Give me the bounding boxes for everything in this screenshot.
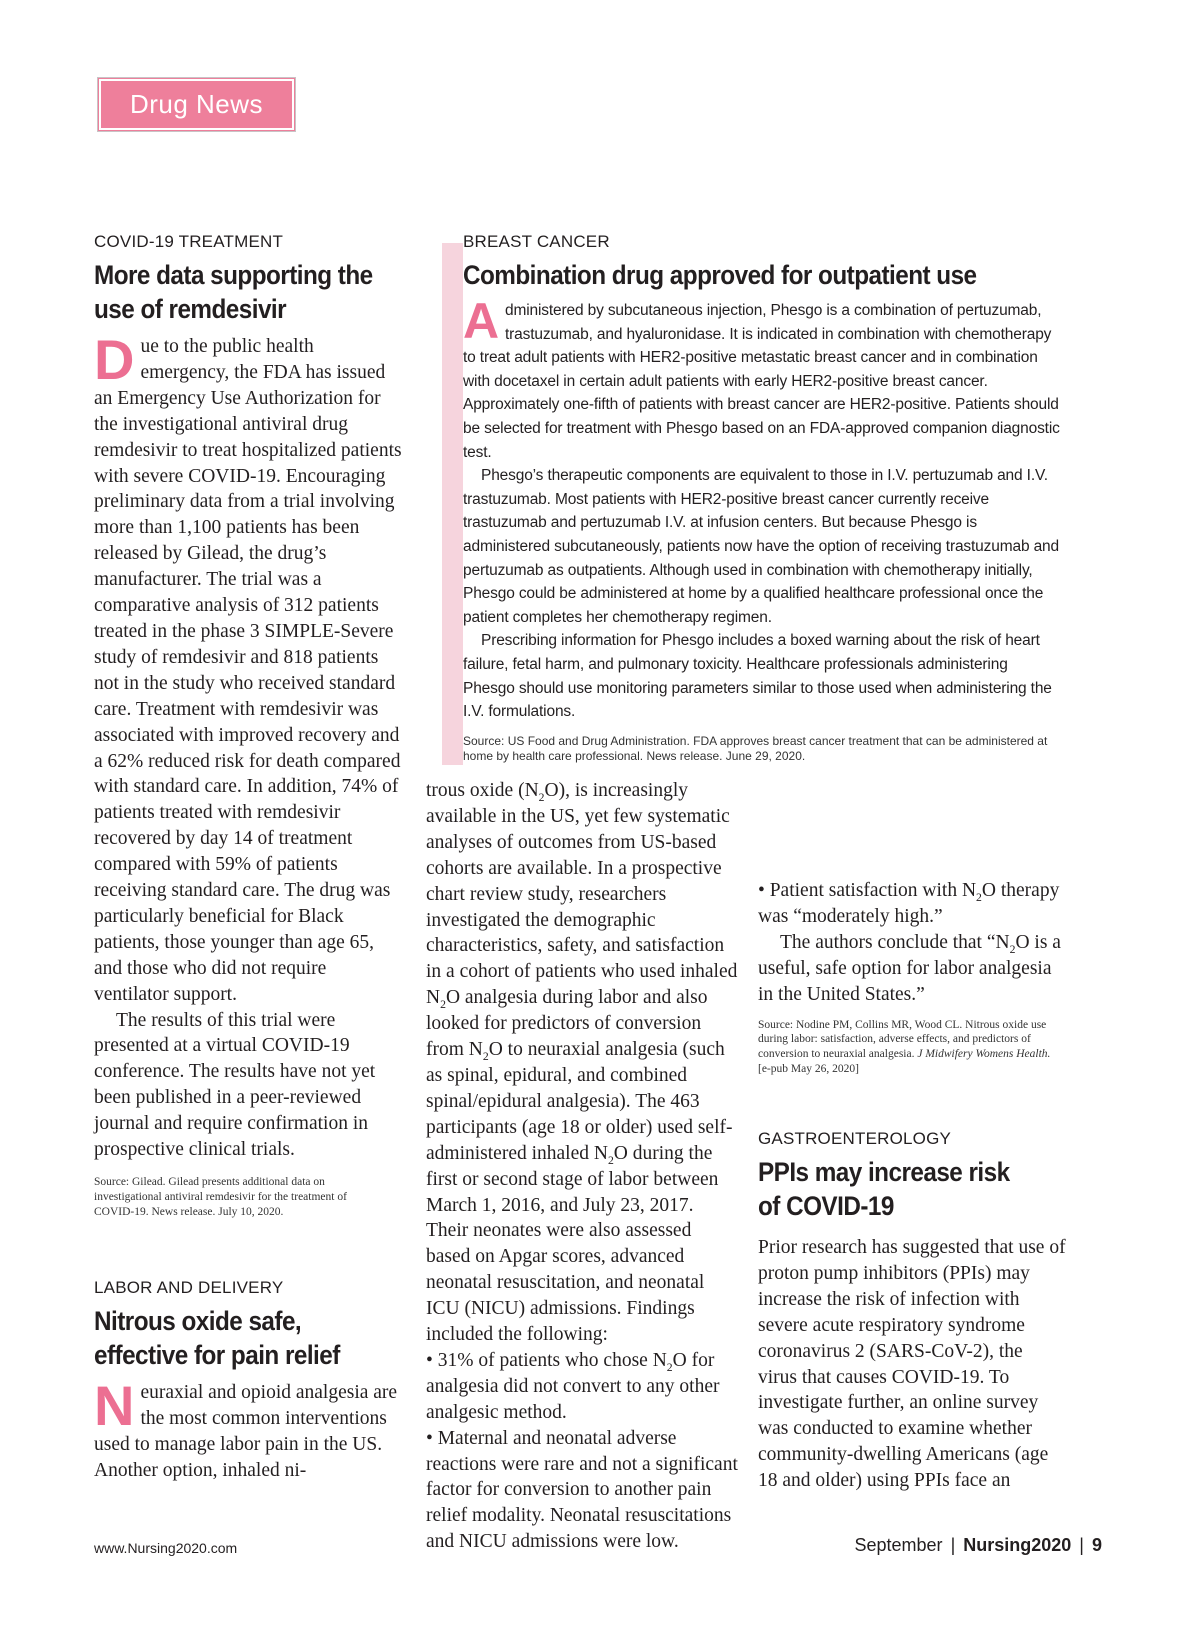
article-headline: Combination drug approved for outpatient use [463, 260, 977, 290]
accent-bar [442, 243, 463, 765]
article-source: Source: Nodine PM, Collins MR, Wood CL. Nitrous oxide use during labor: satisfaction, adverse effects, and predictors of conversion to neuraxial analgesia. J Midwifery Womens Health. [e-pub May 26, 2020] [758, 1018, 1051, 1075]
article-kicker: BREAST CANCER [463, 232, 610, 251]
article-ppis [758, 1129, 1066, 1494]
article-source: Source: Gilead. Gilead presents additional data on investigational antiviral remdesivir for the treatment of COVID-19. News release. July 10, 2020. [94, 1176, 347, 1218]
list-item: • Maternal and neonatal adverse reactions were rare and not a significant factor for conversion to another pain relief modality. Neonatal resuscitations and NICU admissions were low. [426, 1427, 738, 1553]
article-body: • Patient satisfaction with $N_2O$ therapy was “moderately high.” The authors conclude that “$N_2O$ is a useful, safe option for labor analgesia in the United States.” [758, 878, 1066, 1008]
article-kicker: COVID-19 TREATMENT [94, 232, 284, 251]
article-body: Neuraxial and opioid analgesia are the most common interventions used to manage labor pain in the US. Another option, inhaled ni- [94, 1374, 398, 1481]
article-nitrous-oxide-cont: trous oxide $(N_2O)$, is increasingly available in the US, yet few systematic analyses of outcomes from US-based cohorts are available. In a prospective chart review study, researchers investigated the demographic characteristics, safety, and satisfaction in a cohort of patients who used inhaled $N_2O$ analgesia during labor and also looked for predictors of conversion from $N_2O$ to neuraxial analgesia (such as spinal, epidural, and combined spinal/epidural analgesia). The 463 participants (age 18 or older) used self-administered inhaled $N_2O$ during the first or second stage of labor between March 1, 2016, and July 23, 2017. Their neonates were also assessed based on Apgar scores, advanced neonatal resuscitation, and neonatal ICU (NICU) admissions. Findings included the following: • 31% of patients who chose $N_2O$ for analgesia did not convert to any other analgesic method. • Maternal and neonatal adverse reactions were rare and not a significant factor for conversion to another pain relief modality. Neonatal resuscitations and NICU admissions were low. [426, 778, 738, 1555]
article-headline: PPIs may increase risk of COVID-19 [758, 1157, 1010, 1221]
article-headline: More data supporting the use of remdesivir [94, 260, 373, 324]
drop-cap: D [94, 328, 135, 391]
article-body: Prior research has suggested that use of proton pump inhibitors (PPIs) may increase the risk of infection with severe acute respiratory syndrome coronavirus 2 (SARS-CoV-2), the virus that causes COVID-19. To investigate further, an online survey was conducted to examine whether community-dwelling Americans (age 18 and older) using PPIs face an [758, 1237, 1066, 1492]
article-body: Administered by subcutaneous injection, Phesgo is a combination of pertuzumab, trastuzumab, and hyaluronidase. It is indicated in combination with chemotherapy to treat adult patients with HER2-positive metastatic breast cancer and in combination with docetaxel in certain adult patients with early HER2-positive breast cancer. Approximately one-fifth of patients with breast cancer are HER2-positive. Patients should be selected for treatment with Phesgo based on an FDA-approved companion diagnostic test. Phesgo’s therapeutic components are equivalent to those in I.V. pertuzumab and I.V. trastuzumab. Most patients with HER2-positive breast cancer currently receive trastuzumab and pertuzumab I.V. at infusion centers. But because Phesgo is administered subcutaneously, patients now have the option of receiving trastuzumab and pertuzumab as outpatients. Although used in combination with chemotherapy initially, Phesgo could be administered at home by a qualified healthcare professional once the patient completes her chemotherapy regimen. Prescribing information for Phesgo includes a boxed warning about the risk of heart failure, fetal harm, and pulmonary toxicity. Healthcare professionals administering Phesgo should use monitoring parameters similar to those used when administering the I.V. formulations. [463, 293, 1060, 721]
article-source: Source: US Food and Drug Administration. FDA approves breast cancer treatment that can be administered at home by health care professional. News release. June 29, 2020. [463, 733, 1048, 763]
page-number: 9 [1091, 1535, 1102, 1555]
footer-magazine: Nursing2020 [963, 1535, 1072, 1555]
drop-cap: A [463, 293, 499, 349]
article-phesgo [463, 232, 1063, 764]
article-remdesivir [94, 232, 402, 1219]
footer-month: September [854, 1535, 943, 1555]
article-kicker: GASTROENTEROLOGY [758, 1129, 952, 1148]
article-nitrous-oxide [94, 1278, 402, 1484]
section-badge [97, 77, 296, 132]
list-item: • Patient satisfaction with $N_2O$ therapy was “moderately high.” [758, 880, 1060, 927]
drop-cap: N [94, 1374, 135, 1437]
article-kicker: LABOR AND DELIVERY [94, 1278, 284, 1297]
column-3 [758, 778, 1066, 1077]
footer-folio: September | Nursing2020 | 9 [854, 1535, 1102, 1555]
list-item: • 31% of patients who chose $N_2O$ for analgesia did not convert to any other analgesic method. [426, 1349, 720, 1423]
footer-url[interactable]: www.Nursing2020.com [94, 1540, 238, 1556]
section-badge-label: Drug News [129, 89, 264, 119]
article-headline: Nitrous oxide safe, effective for pain relief [94, 1306, 340, 1370]
article-body: Due to the public health emergency, the FDA has issued an Emergency Use Authorization for the investigational antiviral drug remdesivir to treat hospitalized patients with severe COVID-19. Encouraging preliminary data from a trial involving more than 1,100 patients has been released by Gilead, the drug’s manufacturer. The trial was a comparative analysis of 312 patients treated in the phase 3 SIMPLE-Severe study of remdesivir and 818 patients not in the study who received standard care. Treatment with remdesivir was associated with improved recovery and a 62% reduced risk for death compared with standard care. In addition, 74% of patients treated with remdesivir recovered by day 14 of treatment compared with 59% of patients receiving standard care. The drug was particularly beneficial for Black patients, those younger than age 65, and those who did not require ventilator support. The results of this trial were presented at a virtual COVID-19 conference. The results have not yet been published in a peer-reviewed journal and require confirmation in prospective clinical trials. [94, 328, 402, 1161]
